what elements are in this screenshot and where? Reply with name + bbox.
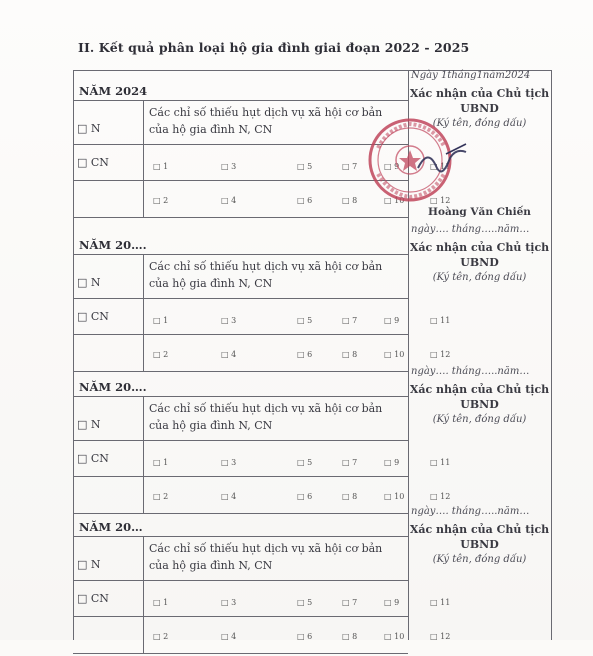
row-border	[73, 100, 408, 101]
row-border	[73, 616, 408, 617]
sign-note: (Ký tên, đóng dấu)	[432, 118, 527, 129]
indicator-header: Các chỉ số thiếu hụt dịch vụ xã hội cơ bản của hộ gia đình N, CN	[149, 542, 383, 572]
indicator-checkbox[interactable]: □ 6	[297, 632, 313, 641]
indicator-header: Các chỉ số thiếu hụt dịch vụ xã hội cơ bản của hộ gia đình N, CN	[149, 106, 383, 136]
confirm-title: Xác nhận của Chủ tịch UBND	[409, 523, 550, 551]
indicator-header: Các chỉ số thiếu hụt dịch vụ xã hội cơ bản của hộ gia đình N, CN	[149, 402, 383, 432]
sign-note: (Ký tên, đóng dấu)	[432, 414, 527, 425]
row-border	[73, 396, 408, 397]
indicator-checkbox[interactable]: □ 1	[153, 162, 169, 171]
indicator-checkbox[interactable]: □ 4	[221, 196, 237, 205]
row-label-n: □ N	[77, 558, 101, 571]
confirmation-cell	[408, 506, 551, 656]
indicator-checkbox[interactable]: □ 8	[342, 492, 358, 501]
row-border	[73, 217, 408, 218]
indicator-checkbox[interactable]: □ 8	[342, 350, 358, 359]
indicator-checkbox[interactable]: □ 1	[153, 598, 169, 607]
official-seal-icon	[358, 108, 468, 216]
indicator-checkbox[interactable]: □ 7	[342, 458, 358, 467]
indicator-checkbox[interactable]: □ 2	[153, 492, 169, 501]
indicator-checkbox[interactable]: □ 7	[342, 598, 358, 607]
row-label-cn: □ CN	[77, 310, 109, 323]
indicator-checkbox[interactable]: □ 10	[384, 196, 405, 205]
confirm-title: Xác nhận của Chủ tịch UBND	[409, 87, 550, 115]
indicator-checkbox[interactable]: □ 12	[430, 632, 451, 641]
sign-note: (Ký tên, đóng dấu)	[432, 272, 527, 283]
indicator-checkbox[interactable]: □ 6	[297, 350, 313, 359]
row-label-n: □ N	[77, 418, 101, 431]
section-heading: II. Kết quả phân loại hộ gia đình giai đoạn 2022 - 2025	[78, 40, 470, 55]
indicator-checkbox[interactable]: □ 2	[153, 632, 169, 641]
indicator-checkbox[interactable]: □ 7	[342, 316, 358, 325]
indicator-checkbox[interactable]: □ 1	[153, 316, 169, 325]
row-label-cn: □ CN	[77, 452, 109, 465]
year-block	[73, 374, 451, 514]
indicator-checkbox[interactable]: □ 6	[297, 196, 313, 205]
indicator-checkbox[interactable]: □ 10	[384, 632, 405, 641]
indicator-checkbox[interactable]: □ 9	[384, 316, 400, 325]
row-border	[73, 254, 408, 255]
indicator-checkbox[interactable]: □ 9	[384, 458, 400, 467]
row-border	[73, 334, 408, 335]
confirm-title: Xác nhận của Chủ tịch UBND	[409, 383, 550, 411]
indicator-checkbox[interactable]: □ 9	[384, 162, 400, 171]
indicator-checkbox[interactable]: □ 4	[221, 492, 237, 501]
year-title: NĂM 2024	[79, 84, 148, 98]
indicator-checkbox[interactable]: □ 12	[430, 196, 451, 205]
confirm-title: Xác nhận của Chủ tịch UBND	[409, 241, 550, 269]
indicator-checkbox[interactable]: □ 11	[430, 316, 451, 325]
row-border	[73, 580, 408, 581]
date-line: ngày…. tháng…..năm…	[411, 366, 530, 377]
year-title: NĂM 20….	[79, 238, 147, 252]
indicator-checkbox[interactable]: □ 3	[221, 598, 237, 607]
table-border-right	[551, 70, 552, 640]
indicator-checkbox[interactable]: □ 3	[221, 316, 237, 325]
year-block	[73, 232, 451, 372]
indicator-checkbox[interactable]: □ 5	[297, 598, 313, 607]
row-border	[73, 298, 408, 299]
column-border	[143, 254, 144, 372]
indicator-checkbox[interactable]: □ 9	[384, 598, 400, 607]
indicator-checkbox[interactable]: □ 3	[221, 458, 237, 467]
row-border	[73, 536, 408, 537]
row-border	[73, 476, 408, 477]
year-title: NĂM 20….	[79, 380, 147, 394]
indicator-checkbox[interactable]: □ 8	[342, 632, 358, 641]
indicator-checkbox[interactable]: □ 4	[221, 632, 237, 641]
indicator-header: Các chỉ số thiếu hụt dịch vụ xã hội cơ bản của hộ gia đình N, CN	[149, 260, 383, 290]
indicator-checkbox[interactable]: □ 6	[297, 492, 313, 501]
indicator-checkbox[interactable]: □ 11	[430, 162, 451, 171]
column-border	[143, 536, 144, 654]
indicator-checkbox[interactable]: □ 5	[297, 316, 313, 325]
column-border	[143, 396, 144, 514]
row-label-cn: □ CN	[77, 592, 109, 605]
indicator-checkbox[interactable]: □ 1	[153, 458, 169, 467]
column-border	[143, 100, 144, 218]
row-label-n: □ N	[77, 276, 101, 289]
row-border	[73, 653, 408, 654]
indicator-checkbox[interactable]: □ 12	[430, 350, 451, 359]
year-title: NĂM 20…	[79, 520, 143, 534]
row-label-n: □ N	[77, 122, 101, 135]
indicator-checkbox[interactable]: □ 3	[221, 162, 237, 171]
indicator-checkbox[interactable]: □ 11	[430, 598, 451, 607]
row-border	[73, 371, 408, 372]
indicator-checkbox[interactable]: □ 2	[153, 196, 169, 205]
row-label-cn: □ CN	[77, 156, 109, 169]
confirmation-cell	[408, 224, 551, 374]
date-line: ngày…. tháng…..năm…	[411, 506, 530, 517]
year-block	[73, 514, 451, 654]
date-line: ngày…. tháng…..năm…	[411, 224, 530, 235]
indicator-checkbox[interactable]: □ 11	[430, 458, 451, 467]
indicator-checkbox[interactable]: □ 2	[153, 350, 169, 359]
sign-note: (Ký tên, đóng dấu)	[432, 554, 527, 565]
indicator-checkbox[interactable]: □ 10	[384, 350, 405, 359]
indicator-checkbox[interactable]: □ 4	[221, 350, 237, 359]
indicator-checkbox[interactable]: □ 10	[384, 492, 405, 501]
indicator-checkbox[interactable]: □ 5	[297, 162, 313, 171]
indicator-checkbox[interactable]: □ 8	[342, 196, 358, 205]
indicator-checkbox[interactable]: □ 12	[430, 492, 451, 501]
signer-name: Hoàng Văn Chiến	[428, 206, 531, 218]
indicator-checkbox[interactable]: □ 7	[342, 162, 358, 171]
date-line: Ngày 1tháng1năm2024	[411, 70, 531, 81]
indicator-checkbox[interactable]: □ 5	[297, 458, 313, 467]
row-border	[73, 440, 408, 441]
confirmation-cell	[408, 366, 551, 516]
